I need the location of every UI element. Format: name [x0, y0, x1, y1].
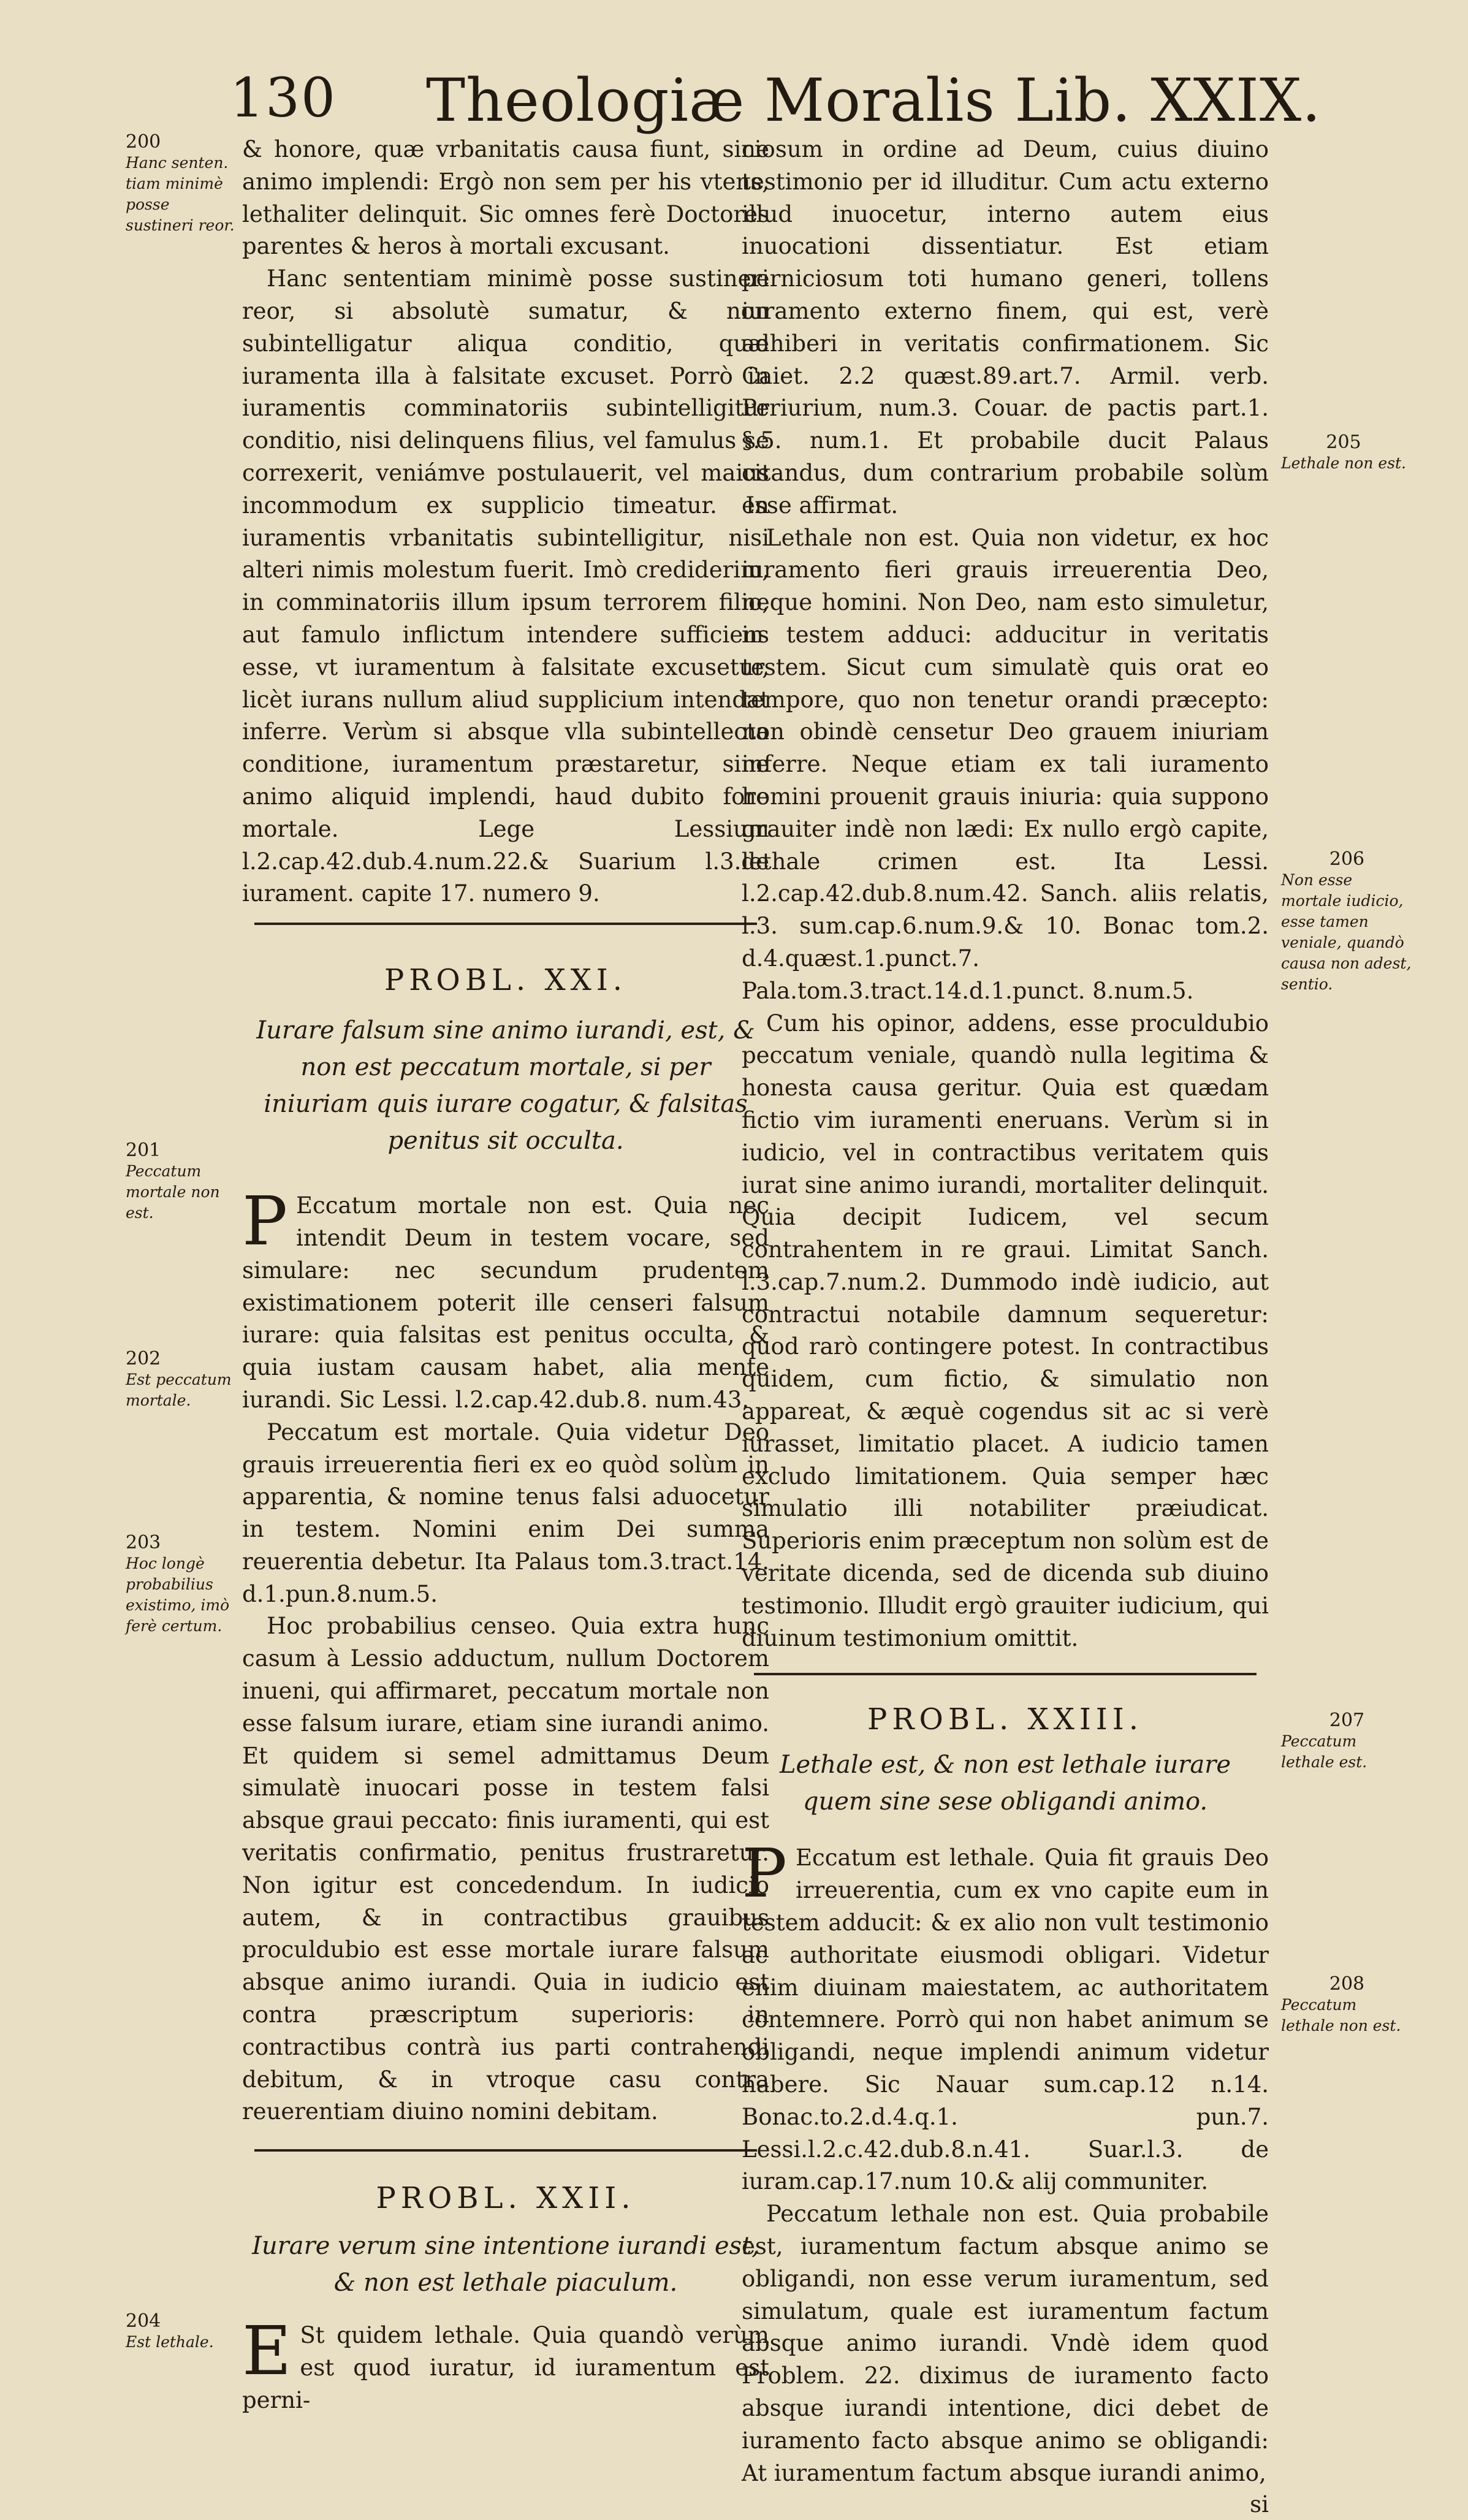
- paragraph-body: St quidem lethale. Quia quandò verùm est quod iuratur, id iuramentum est perni-: [242, 2322, 769, 2413]
- margin-note-text: Peccatum lethale est.: [1281, 1732, 1367, 1771]
- margin-note-207: [1281, 1710, 1413, 1773]
- paragraph: Peccatum est mortale. Quia videtur Deo grauis irreuerentia fieri ex eo quòd solùm in apparentia, & nomine tenus falsi aduocetur in testem. Nomini enim Dei summa reuerentia debetur. Ita Palaus tom.3.tract.14. d.1.pun.8.num.5.: [242, 1418, 769, 1607]
- margin-note-201: [126, 1140, 239, 1224]
- margin-note-number: 206: [1329, 848, 1365, 870]
- paragraph: [242, 2312, 769, 2416]
- paragraph: Peccatum lethale non est. Quia probabile est, iuramentum factum absque animo se obligandi, non esse verum iuramentum, sed simulatum, quale est iuramentum factum absque animo iurandi. Vndè idem quod Problem. 22. diximus de iuramento facto absque iurandi intentione, dici debet de iuramento facto absque animo se obligandi: At iuramentum factum absque iurandi animo,: [742, 2201, 1269, 2486]
- right-column: [742, 134, 1269, 2520]
- running-header: [230, 66, 1394, 140]
- section-heading: PROBL. XXII.: [376, 2181, 636, 2216]
- paragraph-body: Eccatum mortale non est. Quia nec intendit Deum in testem vocare, sed simulare: nec secundum prudentem existimationem poterit ille censeri falsum iurare: quia falsitas est penitus occulta, & quia iustam causam habet, alia mente iurandi. Sic Lessi. l.2.cap.42.dub.8. num.43.: [242, 1192, 769, 1413]
- margin-note-text: Hoc longè probabilius existimo, imò ferè certum.: [126, 1555, 230, 1635]
- section-thesis: Iurare falsum sine animo iurandi, est, & non est peccatum mortale, si per iniuriam quis iurare cogatur, & falsitas penitus sit occulta.: [256, 1016, 755, 1155]
- page-number: 130: [230, 66, 337, 129]
- drop-cap: P: [242, 1182, 288, 1261]
- margin-note-number: 202: [126, 1348, 161, 1369]
- margin-note-number: 208: [1329, 1973, 1365, 1995]
- paragraph: Hanc sententiam minimè posse sustineri reor, si absolutè sumatur, & non subintelligatur aliqua conditio, quæ iuramenta illa à falsitate excuset. Porrò in iuramentis comminatoriis subintelligitur conditio, nisi delinquens filius, vel famulus se correxerit, veniámve postulauerit, vel maius incommodum ex supplicio timeatur. In iuramentis vrbanitatis subintelligitur, nisi alteri nimis molestum fuerit. Imò crediderim, in comminatoriis illum ipsum terrorem filio, aut famulo inflictum intendere sufficiens esse, vt iuramentum à falsitate excusetur, licèt iurans nullum aliud supplicium intendat inferre. Verùm si absque vlla subintellecta conditione, iuramentum præstaretur, sine animo aliquid implendi, haud dubito fore mortale. Lege Lessium l.2.cap.42.dub.4.num.22.& Suarium l.3.de iurament. capite 17. numero 9.: [242, 265, 769, 907]
- margin-note-203: [126, 1532, 239, 1637]
- margin-note-text: Lethale non est.: [1281, 454, 1407, 472]
- margin-note-text: Non esse mortale iudicio, esse tamen veniale, quandò causa non adest, sentio.: [1281, 871, 1412, 993]
- section-heading: PROBL. XXIII.: [867, 1702, 1143, 1737]
- paragraph: Hoc probabilius censeo. Quia extra hunc casum à Lessio adductum, nullum Doctorem inueni, qui affirmaret, peccatum mortale non esse falsum iurare, etiam sine iurandi animo. Et quidem si semel admittamus Deum simulatè inuocari posse in testem falsi absque graui peccato: finis iuramenti, qui est veritatis confirmatio, penitus frustraretur. Non igitur est concedendum. In iudicio autem, & in contractibus grauibus proculdubio est esse mortale iurare falsum absque animo iurandi. Quia in iudicio est contra præscriptum superioris: in contractibus contrà ius parti contrahendi debitum, & in vtroque casu contra reuerentiam diuino nomini debitam.: [242, 1613, 769, 2125]
- section-divider: [254, 923, 757, 925]
- section-divider: [254, 2149, 757, 2152]
- margin-note-number: 200: [126, 131, 161, 153]
- paragraph: [242, 1182, 769, 1417]
- margin-note-208: [1281, 1974, 1413, 2036]
- margin-note-number: 203: [126, 1532, 161, 1553]
- margin-note-number: 204: [126, 2310, 161, 2332]
- margin-note-text: Peccatum lethale non est.: [1281, 1996, 1401, 2035]
- paragraph: Cum his opinor, addens, esse proculdubio peccatum veniale, quandò nulla legitima & honesta causa geritur. Quia est quædam fictio vim iuramenti eneruans. Verùm si in iudicio, vel in contractibus veritatem quis iurat sine animo iurandi, mortaliter delinquit. Quia decipit Iudicem, vel secum contrahentem in re graui. Limitat Sanch. l.3.cap.7.num.2. Dummodo indè iudicio, aut contractui notabile damnum sequeretur: quod rarò contingere potest. In contractibus quidem, cum fictio, & simulatio non appareat, & æquè cogendus sit ac si verè iurasset, limitatio placet. A iudicio tamen excludo limitationem. Quia semper hæc simulatio illi notabiliter præiudicat. Superioris enim præceptum non solùm est de veritate dicenda, sed de dicenda sub diuino testimonio. Illudit ergò grauiter iudicium, qui diuinum testimonium omittit.: [742, 1010, 1269, 1651]
- paragraph: & honore, quæ vrbanitatis causa fiunt, sine animo implendi: Ergò non sem per his vtens, lethaliter delinquit. Sic omnes ferè Doctores parentes & heros à mortali excusant.: [242, 136, 769, 260]
- margin-note-number: 201: [126, 1140, 161, 1161]
- margin-note-number: 205: [1326, 432, 1361, 453]
- section-thesis: Iurare verum sine intentione iurandi est, & non est lethale piaculum.: [252, 2232, 759, 2297]
- paragraph-body: Eccatum est lethale. Quia fit grauis Deo irreuerentia, cum ex vno capite eum in testem adducit: & ex alio non vult testimonio ac authoritate eiusmodi obligari. Videtur enim diuinam maiestatem, ac authoritatem contemnere. Porrò qui non habet animum se obligandi, neque implendi animum videtur habere. Sic Nauar sum.cap.12 n.14. Bonac.to.2.d.4.q.1. pun.7. Lessi.l.2.c.42.dub.8.n.41. Suar.l.3. de iuram.cap.17.num 10.& alij communiter.: [742, 1844, 1269, 2195]
- margin-note-text: Peccatum mortale non est.: [126, 1162, 220, 1222]
- margin-note-text: Est peccatum mortale.: [126, 1371, 232, 1409]
- margin-note-text: Est lethale.: [126, 2333, 214, 2351]
- margin-note-202: [126, 1349, 239, 1411]
- margin-note-204: [126, 2311, 214, 2353]
- margin-note-number: 207: [1329, 1710, 1365, 1731]
- catchword: si: [1250, 2491, 1269, 2518]
- section-thesis: Lethale est, & non est lethale iurare quem sine sese obligandi animo.: [779, 1751, 1231, 1816]
- paragraph: ciosum in ordine ad Deum, cuius diuino testimonio per id illuditur. Cum actu externo illud inuocetur, interno autem eius inuocationi dissentiatur. Est etiam perniciosum toti humano generi, tollens iuramento externo finem, qui est, verè adhiberi in veritatis confirmationem. Sic Caiet. 2.2 quæst.89.art.7. Armil. verb. Periurium, num.3. Couar. de pactis part.1. §.5. num.1. Et probabile ducit Palaus citandus, dum contrarium probabile solùm esse affirmat.: [742, 136, 1269, 519]
- margin-note-200: [126, 132, 239, 236]
- paragraph: Lethale non est. Quia non videtur, ex hoc iuramento fieri grauis irreuerentia Deo, neque homini. Non Deo, nam esto simuletur, in testem adduci: adducitur in veritatis testem. Sicut cum simulatè quis orat eo tempore, quo non tenetur orandi præcepto: non obindè censetur Deo grauem iniuriam inferre. Neque etiam ex tali iuramento homini prouenit grauis iniuria: quia suppono grauiter indè non lædi: Ex nullo ergò capite, lethale crimen est. Ita Lessi. l.2.cap.42.dub.8.num.42. Sanch. aliis relatis, l.3. sum.cap.6.num.9.& 10. Bonac tom.2. d.4.quæst.1.punct.7. Pala.tom.3.tract.14.d.1.punct. 8.num.5.: [742, 524, 1269, 1004]
- left-column: [242, 134, 769, 2417]
- margin-note-text: Hanc senten. tiam minimè posse sustineri reor.: [126, 154, 235, 234]
- paragraph: [742, 1834, 1269, 2198]
- running-title: Theologiæ Moralis Lib. XXIX.: [426, 66, 1322, 135]
- margin-note-205: [1281, 432, 1406, 474]
- drop-cap: E: [242, 2312, 292, 2391]
- margin-note-206: [1281, 849, 1413, 995]
- section-heading: PROBL. XXI.: [384, 963, 627, 998]
- drop-cap: P: [742, 1834, 788, 1913]
- section-divider: [754, 1673, 1257, 1675]
